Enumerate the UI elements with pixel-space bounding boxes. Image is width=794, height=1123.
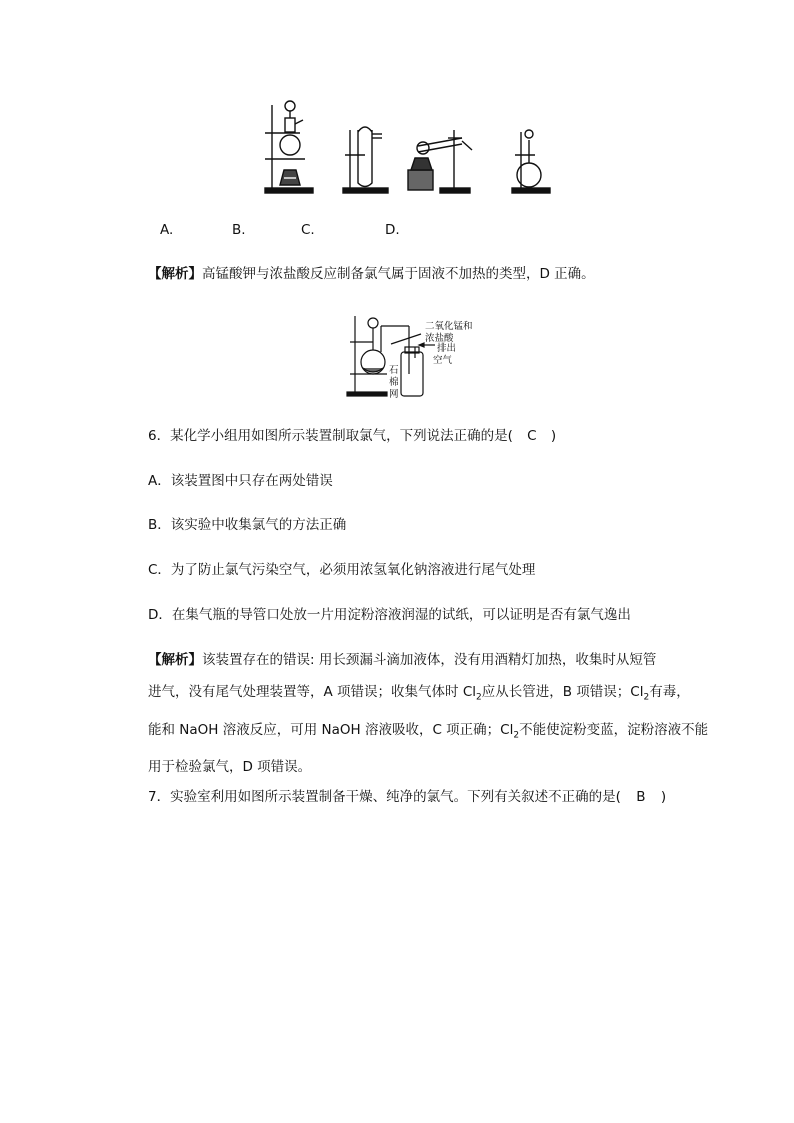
apparatus-figure-mid bbox=[345, 314, 505, 400]
label-exhaust-line2: 空气 bbox=[433, 355, 453, 366]
subscript: 2 bbox=[643, 692, 650, 703]
option-label-c: C. bbox=[301, 222, 315, 238]
analysis-line-3b: 不能使淀粉变蓝，淀粉溶液不能 bbox=[519, 721, 709, 738]
answer-b: B bbox=[636, 789, 646, 805]
analysis-line-1: 该装置存在的错误: 用长颈漏斗滴加液体，没有用酒精灯加热，收集时从短管 bbox=[202, 652, 657, 668]
analysis-line-4: 用于检验氯气，D 项错误。 bbox=[148, 759, 312, 776]
analysis-line-2c: 有毒， bbox=[649, 684, 690, 700]
analysis-tag: 【解析】 bbox=[148, 652, 202, 668]
option-label-d: D. bbox=[385, 222, 400, 238]
subscript: 2 bbox=[476, 692, 482, 703]
question-6-stem bbox=[148, 426, 556, 446]
label-reagent-line1: 二氧化锰和 bbox=[425, 321, 473, 332]
apparatus-b bbox=[343, 127, 388, 193]
apparatus-d bbox=[512, 130, 550, 193]
question-stem-text: 7．实验室利用如图所示装置制备干燥、纯净的氯气。下列有关叙述不正确的是( bbox=[148, 789, 621, 805]
close-paren: ) bbox=[550, 428, 557, 444]
answer-c: C bbox=[527, 428, 537, 444]
apparatus-c bbox=[408, 130, 472, 193]
label-exhaust-line1: 排出 bbox=[437, 343, 457, 354]
option-a: A．该装置图中只存在两处错误 bbox=[148, 473, 333, 489]
analysis-line-3a: 能和 NaOH 溶液反应，可用 NaOH 溶液吸收，C 项正确；Cl bbox=[148, 721, 514, 738]
option-c: C．为了防止氯气污染空气，必须用浓氢氧化钠溶液进行尾气处理 bbox=[148, 562, 536, 578]
option-label-a: A. bbox=[160, 222, 174, 238]
label-gauze-2: 棉 bbox=[389, 377, 399, 388]
option-d: D．在集气瓶的导管口处放一片用淀粉溶液润湿的试纸，可以证明是否有氯气逸出 bbox=[148, 607, 631, 623]
option-b: B．该实验中收集氯气的方法正确 bbox=[148, 517, 347, 533]
analysis-tag: 【解析】 bbox=[148, 266, 202, 282]
close-paren: ) bbox=[660, 789, 667, 805]
analysis-1 bbox=[148, 264, 595, 284]
subscript: 2 bbox=[513, 730, 520, 741]
apparatus-figure-top bbox=[0, 0, 794, 200]
label-gauze-1: 石 bbox=[389, 365, 399, 376]
question-7-stem bbox=[148, 787, 666, 807]
question-stem-text: 6．某化学小组用如图所示装置制取氯气，下列说法正确的是( bbox=[148, 428, 513, 444]
analysis-text: 高锰酸钾与浓盐酸反应制备氯气属于固液不加热的类型，D 正确。 bbox=[202, 266, 595, 282]
option-label-b: B. bbox=[232, 222, 246, 238]
analysis-2 bbox=[148, 644, 709, 783]
label-gauze-3: 网 bbox=[389, 389, 399, 400]
label-reagent-line2: 浓盐酸 bbox=[425, 333, 454, 344]
apparatus-a bbox=[265, 101, 313, 193]
analysis-line-2a: 进气，没有尾气处理装置等，A 项错误；收集气体时 Cl bbox=[148, 684, 476, 700]
analysis-line-2b: 应从长管进，B 项错误；Cl bbox=[481, 684, 644, 700]
